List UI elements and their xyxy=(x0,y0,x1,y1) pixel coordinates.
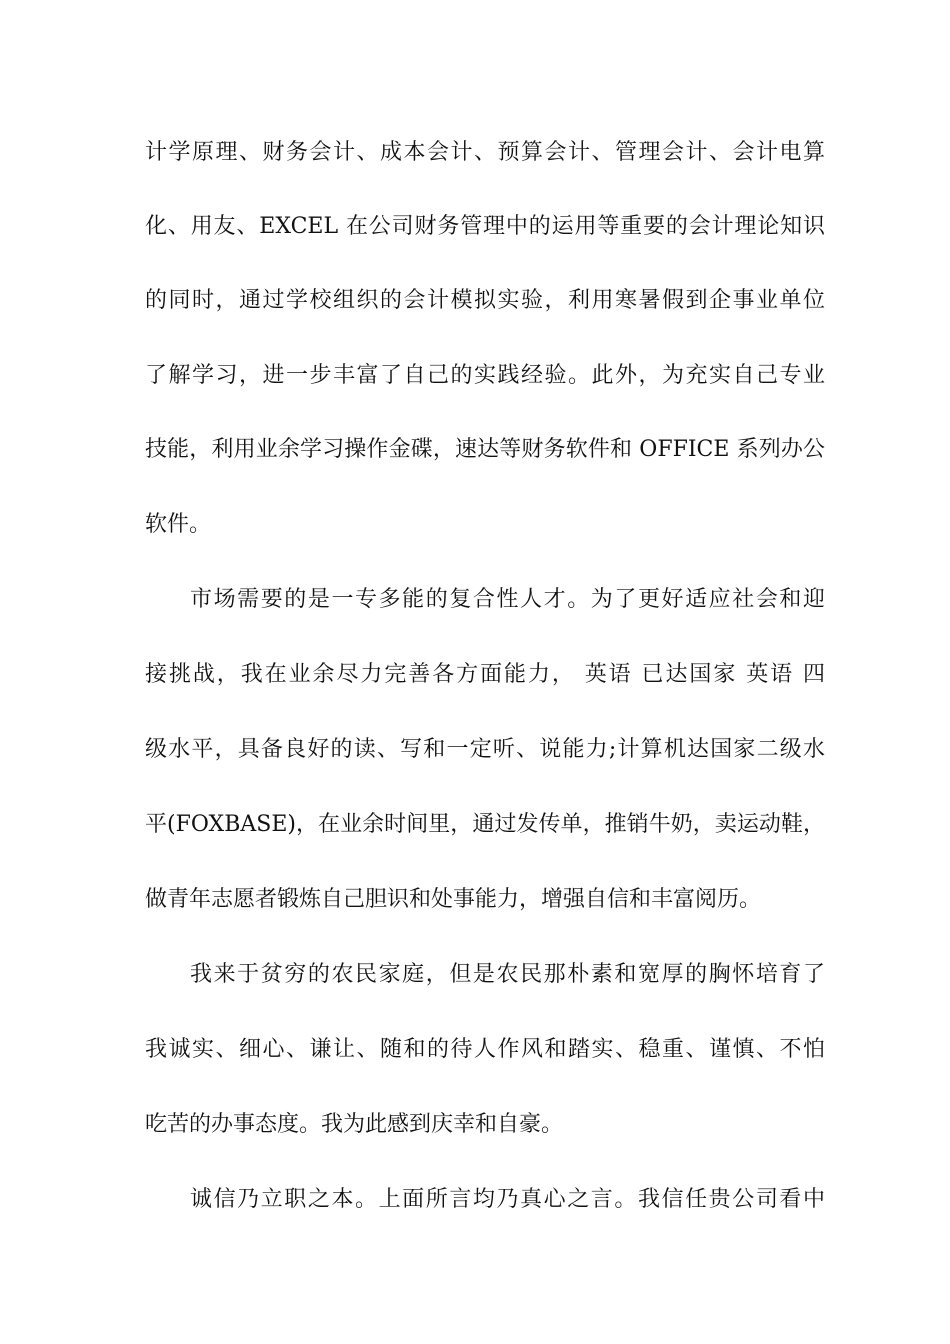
paragraph-first-line: 市场需要的是一专多能的复合性人才。为了更好适应社会和迎 xyxy=(190,587,825,612)
text-line: 级水平，具备良好的读、写和一定听、说能力;计算机达国家二级水 xyxy=(145,737,825,762)
paragraph-first-line: 诚信乃立职之本。上面所言均乃真心之言。我信任贵公司看中 xyxy=(190,1187,825,1212)
text-line: 做青年志愿者锻炼自己胆识和处事能力，增强自信和丰富阅历。 xyxy=(145,887,762,912)
text-line: 技能，利用业余学习操作金碟，速达等财务软件和 OFFICE 系列办公 xyxy=(145,437,825,462)
text-line: 平(FOXBASE)，在业余时间里，通过发传单，推销牛奶，卖运动鞋， xyxy=(145,812,825,837)
paragraph-first-line: 我来于贫穷的农民家庭，但是农民那朴素和宽厚的胸怀培育了 xyxy=(190,962,825,987)
text-line: 软件。 xyxy=(145,512,212,537)
text-line: 了解学习，进一步丰富了自己的实践经验。此外，为充实自己专业 xyxy=(145,363,825,388)
text-line: 计学原理、财务会计、成本会计、预算会计、管理会计、会计电算 xyxy=(145,140,825,165)
text-line: 接挑战，我在业余尽力完善各方面能力， 英语 已达国家 英语 四 xyxy=(145,662,825,687)
text-line: 吃苦的办事态度。我为此感到庆幸和自豪。 xyxy=(145,1112,564,1137)
text-line: 的同时，通过学校组织的会计模拟实验，利用寒暑假到企事业单位 xyxy=(145,288,825,313)
text-line: 化、用友、EXCEL 在公司财务管理中的运用等重要的会计理论知识 xyxy=(145,214,825,239)
text-line: 我诚实、细心、谦让、随和的待人作风和踏实、稳重、谨慎、不怕 xyxy=(145,1037,825,1062)
